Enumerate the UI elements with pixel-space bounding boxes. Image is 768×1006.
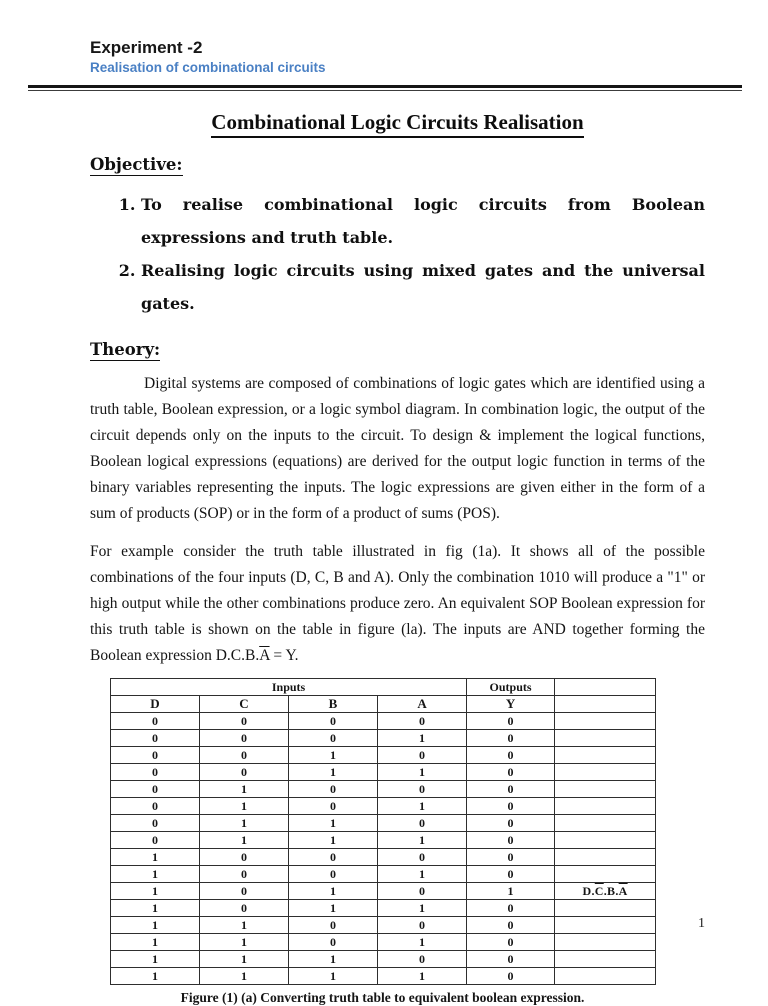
truth-table-cell: 1 (111, 899, 200, 916)
truth-table-cell: 0 (111, 763, 200, 780)
truth-table-cell: 0 (378, 916, 467, 933)
truth-table-cell (555, 797, 656, 814)
truth-table-cell: 0 (289, 865, 378, 882)
truth-table-cell: 1 (378, 763, 467, 780)
truth-table-cell: 1 (111, 950, 200, 967)
truth-table-row (111, 746, 656, 763)
truth-table-column-header (555, 695, 656, 712)
truth-table-cell: 1 (289, 899, 378, 916)
truth-table-cell: 0 (111, 746, 200, 763)
figure-caption: Figure (1) (a) Converting truth table to equivalent boolean expression. (180, 989, 585, 1005)
truth-table-cell: 1 (289, 814, 378, 831)
truth-table-cell: 1 (378, 865, 467, 882)
page-title (90, 110, 705, 135)
theory-paragraph-2: For example consider the truth table illustrated in fig (1a). It shows all of the possible combinations of the four inputs (D, C, B and A). Only the combination 1010 will produce a "1" or high output while the other combinations produce zero. An equivalent SOP Boolean expression for this truth table is shown on the table in figure (la). The inputs are AND together forming the Boolean expression $D.C.B.\overline{A} = Y$. (90, 542, 705, 664)
truth-table-cell: 0 (378, 814, 467, 831)
truth-table-cell: 1 (378, 967, 467, 984)
truth-table-cell: 1 (111, 848, 200, 865)
truth-table-row (111, 814, 656, 831)
objective-heading: Objective: (90, 154, 183, 174)
truth-table-cell: 0 (289, 848, 378, 865)
truth-table-cell: 0 (200, 882, 289, 899)
truth-table-cell: 0 (467, 780, 555, 797)
truth-table-row (111, 831, 656, 848)
truth-table-row (111, 729, 656, 746)
truth-table-cell: 0 (289, 729, 378, 746)
truth-table-row (111, 780, 656, 797)
truth-table-row (111, 712, 656, 729)
truth-table-cell: 0 (200, 729, 289, 746)
truth-table-cell: 1 (200, 831, 289, 848)
page-number: 1 (698, 916, 705, 931)
truth-table-cell (555, 967, 656, 984)
theory-heading: Theory: (90, 339, 161, 359)
truth-table-cell: 1 (200, 950, 289, 967)
truth-table-column-header: D (111, 695, 200, 712)
truth-table-cell: 0 (200, 746, 289, 763)
truth-table-cell (555, 933, 656, 950)
truth-table-cell: 0 (111, 780, 200, 797)
truth-table-cell: 1 (200, 967, 289, 984)
truth-table-cell: 1 (200, 780, 289, 797)
truth-table-cell: 1 (111, 882, 200, 899)
truth-table-group-header (555, 678, 656, 695)
truth-table-cell (555, 916, 656, 933)
truth-table-cell: 0 (467, 916, 555, 933)
truth-table-row (111, 950, 656, 967)
truth-table-cell: 1 (378, 933, 467, 950)
truth-table-cell: 1 (378, 797, 467, 814)
truth-table-cell: 0 (378, 712, 467, 729)
truth-table-row (111, 916, 656, 933)
truth-table-body (111, 712, 656, 984)
truth-table-cell (555, 848, 656, 865)
truth-table-cell: 0 (467, 797, 555, 814)
truth-table-cell: 1 (200, 814, 289, 831)
truth-table-cell: 0 (289, 780, 378, 797)
truth-table-cell (555, 831, 656, 848)
truth-table-cell: 0 (289, 916, 378, 933)
truth-table-cell: 1 (111, 967, 200, 984)
truth-table-group-header: Outputs (467, 678, 555, 695)
truth-table-cell: 0 (378, 780, 467, 797)
truth-table-cell: 1 (289, 950, 378, 967)
truth-table-cell (555, 712, 656, 729)
truth-table-column-header: A (378, 695, 467, 712)
truth-table-cell (555, 763, 656, 780)
overlined-A: $\overline{A}$ (259, 646, 270, 664)
truth-table-cell: 1 (289, 831, 378, 848)
truth-table-cell: 0 (467, 967, 555, 984)
truth-table-cell: 0 (200, 865, 289, 882)
truth-table-cell: 1 (378, 729, 467, 746)
truth-table-cell: 0 (467, 712, 555, 729)
truth-table-cell: 1 (467, 882, 555, 899)
truth-table-cell: 0 (467, 865, 555, 882)
truth-table-cell: 0 (467, 763, 555, 780)
truth-table-group-header: Inputs (111, 678, 467, 695)
truth-table-cell: 0 (200, 899, 289, 916)
truth-table-cell: 1 (200, 797, 289, 814)
truth-table-cell: 0 (111, 729, 200, 746)
truth-table-cell: 1 (111, 933, 200, 950)
truth-table-cell: 1 (289, 882, 378, 899)
truth-table-cell (555, 729, 656, 746)
truth-table-cell: 1 (111, 865, 200, 882)
truth-table-cell: 0 (467, 831, 555, 848)
truth-table-column-header: C (200, 695, 289, 712)
truth-table-cell (555, 746, 656, 763)
truth-table-row (111, 882, 656, 899)
truth-table-cell: 1 (289, 967, 378, 984)
experiment-subtitle: Realisation of combinational circuits (90, 60, 326, 76)
truth-table-cell: 0 (467, 729, 555, 746)
truth-table-head (111, 678, 656, 712)
truth-table-row (111, 967, 656, 984)
truth-table-cell: 0 (467, 746, 555, 763)
truth-table-row (111, 865, 656, 882)
truth-table-row (111, 848, 656, 865)
truth-table-cell: 0 (467, 814, 555, 831)
truth-table-column-header: Y (467, 695, 555, 712)
truth-table-cell: 1 (200, 916, 289, 933)
boolean-expression-cell: $D.\overline{C}.B.\overline{A}$ (555, 882, 656, 899)
truth-table-cell: 0 (289, 933, 378, 950)
truth-table-cell (555, 780, 656, 797)
objective-item-1: 1. To realise combinational logic circuits from Boolean expressions and truth table. (141, 188, 705, 254)
truth-table-cell: 0 (467, 933, 555, 950)
truth-table-cell: 1 (200, 933, 289, 950)
truth-table-row (111, 763, 656, 780)
truth-table-cell: 0 (289, 797, 378, 814)
truth-table-cell (555, 814, 656, 831)
truth-table-cell (555, 950, 656, 967)
truth-table-cell: 0 (467, 848, 555, 865)
truth-table-cell: 0 (378, 848, 467, 865)
objective-item-2: 2. Realising logic circuits using mixed gates and the universal gates. (141, 254, 705, 320)
experiment-heading: Experiment -2 (90, 38, 203, 57)
truth-table-cell: 1 (111, 916, 200, 933)
truth-table-cell: 0 (378, 746, 467, 763)
truth-table-cell: 1 (378, 831, 467, 848)
truth-table-cell: 1 (378, 899, 467, 916)
page-title-text: Combinational Logic Circuits Realisation (211, 110, 583, 138)
truth-table-cell (555, 865, 656, 882)
truth-table-cell: 0 (378, 950, 467, 967)
truth-table-row (111, 899, 656, 916)
truth-table-cell: 1 (289, 746, 378, 763)
page-header (90, 38, 705, 78)
objective-list (90, 188, 705, 320)
truth-table-cell: 0 (200, 763, 289, 780)
truth-table-cell: 0 (111, 814, 200, 831)
truth-table (110, 678, 656, 985)
truth-table-cell: 1 (289, 763, 378, 780)
truth-table-cell: 0 (200, 848, 289, 865)
truth-table-cell: 0 (111, 831, 200, 848)
truth-table-cell: 0 (467, 899, 555, 916)
truth-table-cell: 0 (467, 950, 555, 967)
truth-table-cell: 0 (289, 712, 378, 729)
truth-table-cell: 0 (111, 712, 200, 729)
truth-table-cell: 0 (378, 882, 467, 899)
truth-table-row (111, 797, 656, 814)
truth-table-column-header: B (289, 695, 378, 712)
truth-table-cell (555, 899, 656, 916)
figure-1a (110, 678, 655, 1006)
truth-table-row (111, 933, 656, 950)
theory-paragraph-1: Digital systems are composed of combinations of logic gates which are identified using a truth table, Boolean expression, or a logic symbol diagram. In combination logic, the output of the circuit depends only on the inputs to the circuit. To design & implement the logical functions, Boolean logical expressions (equations) are derived for the output logic function in terms of the binary variables representing the inputs. The logic expressions are given either in the form of a sum of products (SOP) or in the form of a product of sums (POS). (90, 374, 705, 522)
header-divider-rule (28, 85, 742, 91)
truth-table-cell: 0 (111, 797, 200, 814)
truth-table-cell: 0 (200, 712, 289, 729)
